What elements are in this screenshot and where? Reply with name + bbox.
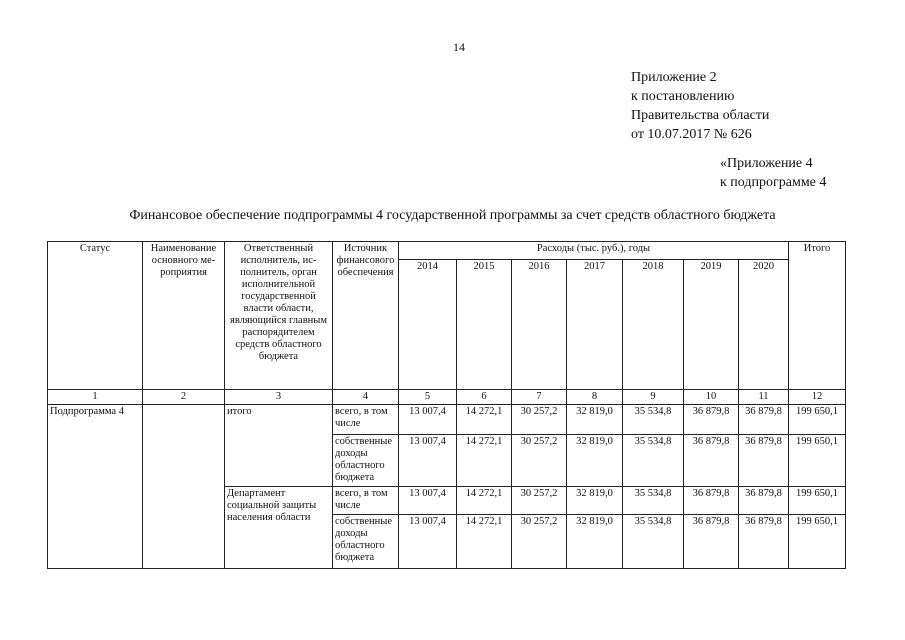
column-numbers-row <box>48 390 846 405</box>
appendix-line: «Приложение 4 <box>720 156 813 171</box>
header-total: Итого <box>789 242 846 390</box>
value-cell: 13 007,4 <box>399 515 457 569</box>
header-activity-name: Наименование основного мероприятия <box>143 242 225 390</box>
appendix-line: Приложение 2 <box>631 70 717 85</box>
value-cell: 36 879,8 <box>739 435 789 487</box>
value-cell: 36 879,8 <box>684 405 739 435</box>
value-cell: 14 272,1 <box>457 435 512 487</box>
year-header: 2019 <box>684 260 739 390</box>
financing-table <box>47 241 846 569</box>
column-number: 10 <box>684 390 739 405</box>
value-cell: 35 534,8 <box>623 515 684 569</box>
value-cell: 32 819,0 <box>567 435 623 487</box>
year-header: 2020 <box>739 260 789 390</box>
page-number: 14 <box>453 40 465 54</box>
year-header: 2016 <box>512 260 567 390</box>
value-cell: 35 534,8 <box>623 405 684 435</box>
column-number: 3 <box>225 390 333 405</box>
value-cell: 36 879,8 <box>684 487 739 515</box>
value-cell: 30 257,2 <box>512 515 567 569</box>
value-cell: 36 879,8 <box>739 515 789 569</box>
column-number: 2 <box>143 390 225 405</box>
table-row <box>48 405 846 435</box>
value-cell: 36 879,8 <box>684 515 739 569</box>
value-cell: 13 007,4 <box>399 435 457 487</box>
column-number: 9 <box>623 390 684 405</box>
value-cell: 35 534,8 <box>623 487 684 515</box>
value-cell: 30 257,2 <box>512 435 567 487</box>
value-cell: 14 272,1 <box>457 515 512 569</box>
column-number: 8 <box>567 390 623 405</box>
value-cell: 14 272,1 <box>457 405 512 435</box>
year-header: 2018 <box>623 260 684 390</box>
value-cell: 14 272,1 <box>457 487 512 515</box>
appendix-line: к подпрограмме 4 <box>720 175 827 190</box>
document-title: Финансовое обеспечение подпрограммы 4 государственной программы за счет средств областного бюджета <box>129 208 776 223</box>
column-number: 12 <box>789 390 846 405</box>
column-number: 11 <box>739 390 789 405</box>
column-number: 7 <box>512 390 567 405</box>
column-number: 4 <box>333 390 399 405</box>
column-number: 1 <box>48 390 143 405</box>
appendix-line: от 10.07.2017 № 626 <box>631 127 752 142</box>
executor-cell: итого <box>225 405 333 487</box>
value-cell: 36 879,8 <box>684 435 739 487</box>
header-expenses: Расходы (тыс. руб.), годы <box>399 242 789 260</box>
source-cell: всего, в том числе <box>333 405 399 435</box>
year-header: 2014 <box>399 260 457 390</box>
appendix-line: к постановлению <box>631 89 735 104</box>
total-cell: 199 650,1 <box>789 405 846 435</box>
source-cell: собственные доходы областного бюджета <box>333 515 399 569</box>
value-cell: 36 879,8 <box>739 487 789 515</box>
activity-name-cell <box>143 405 225 569</box>
value-cell: 30 257,2 <box>512 487 567 515</box>
header-status: Статус <box>48 242 143 390</box>
appendix-block <box>631 68 769 144</box>
value-cell: 36 879,8 <box>739 405 789 435</box>
value-cell: 13 007,4 <box>399 487 457 515</box>
total-cell: 199 650,1 <box>789 435 846 487</box>
total-cell: 199 650,1 <box>789 487 846 515</box>
value-cell: 32 819,0 <box>567 515 623 569</box>
header-executor: Ответственный исполнитель, исполнитель, орган исполнительной государственной власти области, являющийся главным распорядителем средств областного бюджета <box>225 242 333 390</box>
value-cell: 35 534,8 <box>623 435 684 487</box>
appendix-line: Правительства области <box>631 108 770 123</box>
column-number: 5 <box>399 390 457 405</box>
value-cell: 13 007,4 <box>399 405 457 435</box>
header-row <box>48 242 846 260</box>
executor-cell: Департамент социальной защиты населения области <box>225 487 333 569</box>
appendix-subprogram-block <box>720 154 826 192</box>
value-cell: 32 819,0 <box>567 405 623 435</box>
column-number: 6 <box>457 390 512 405</box>
year-header: 2015 <box>457 260 512 390</box>
status-cell: Подпрограмма 4 <box>48 405 143 569</box>
source-cell: всего, в том числе <box>333 487 399 515</box>
header-funding-source: Источник финансового обеспечения <box>333 242 399 390</box>
value-cell: 32 819,0 <box>567 487 623 515</box>
total-cell: 199 650,1 <box>789 515 846 569</box>
source-cell: собственные доходы областного бюджета <box>333 435 399 487</box>
value-cell: 30 257,2 <box>512 405 567 435</box>
year-header: 2017 <box>567 260 623 390</box>
